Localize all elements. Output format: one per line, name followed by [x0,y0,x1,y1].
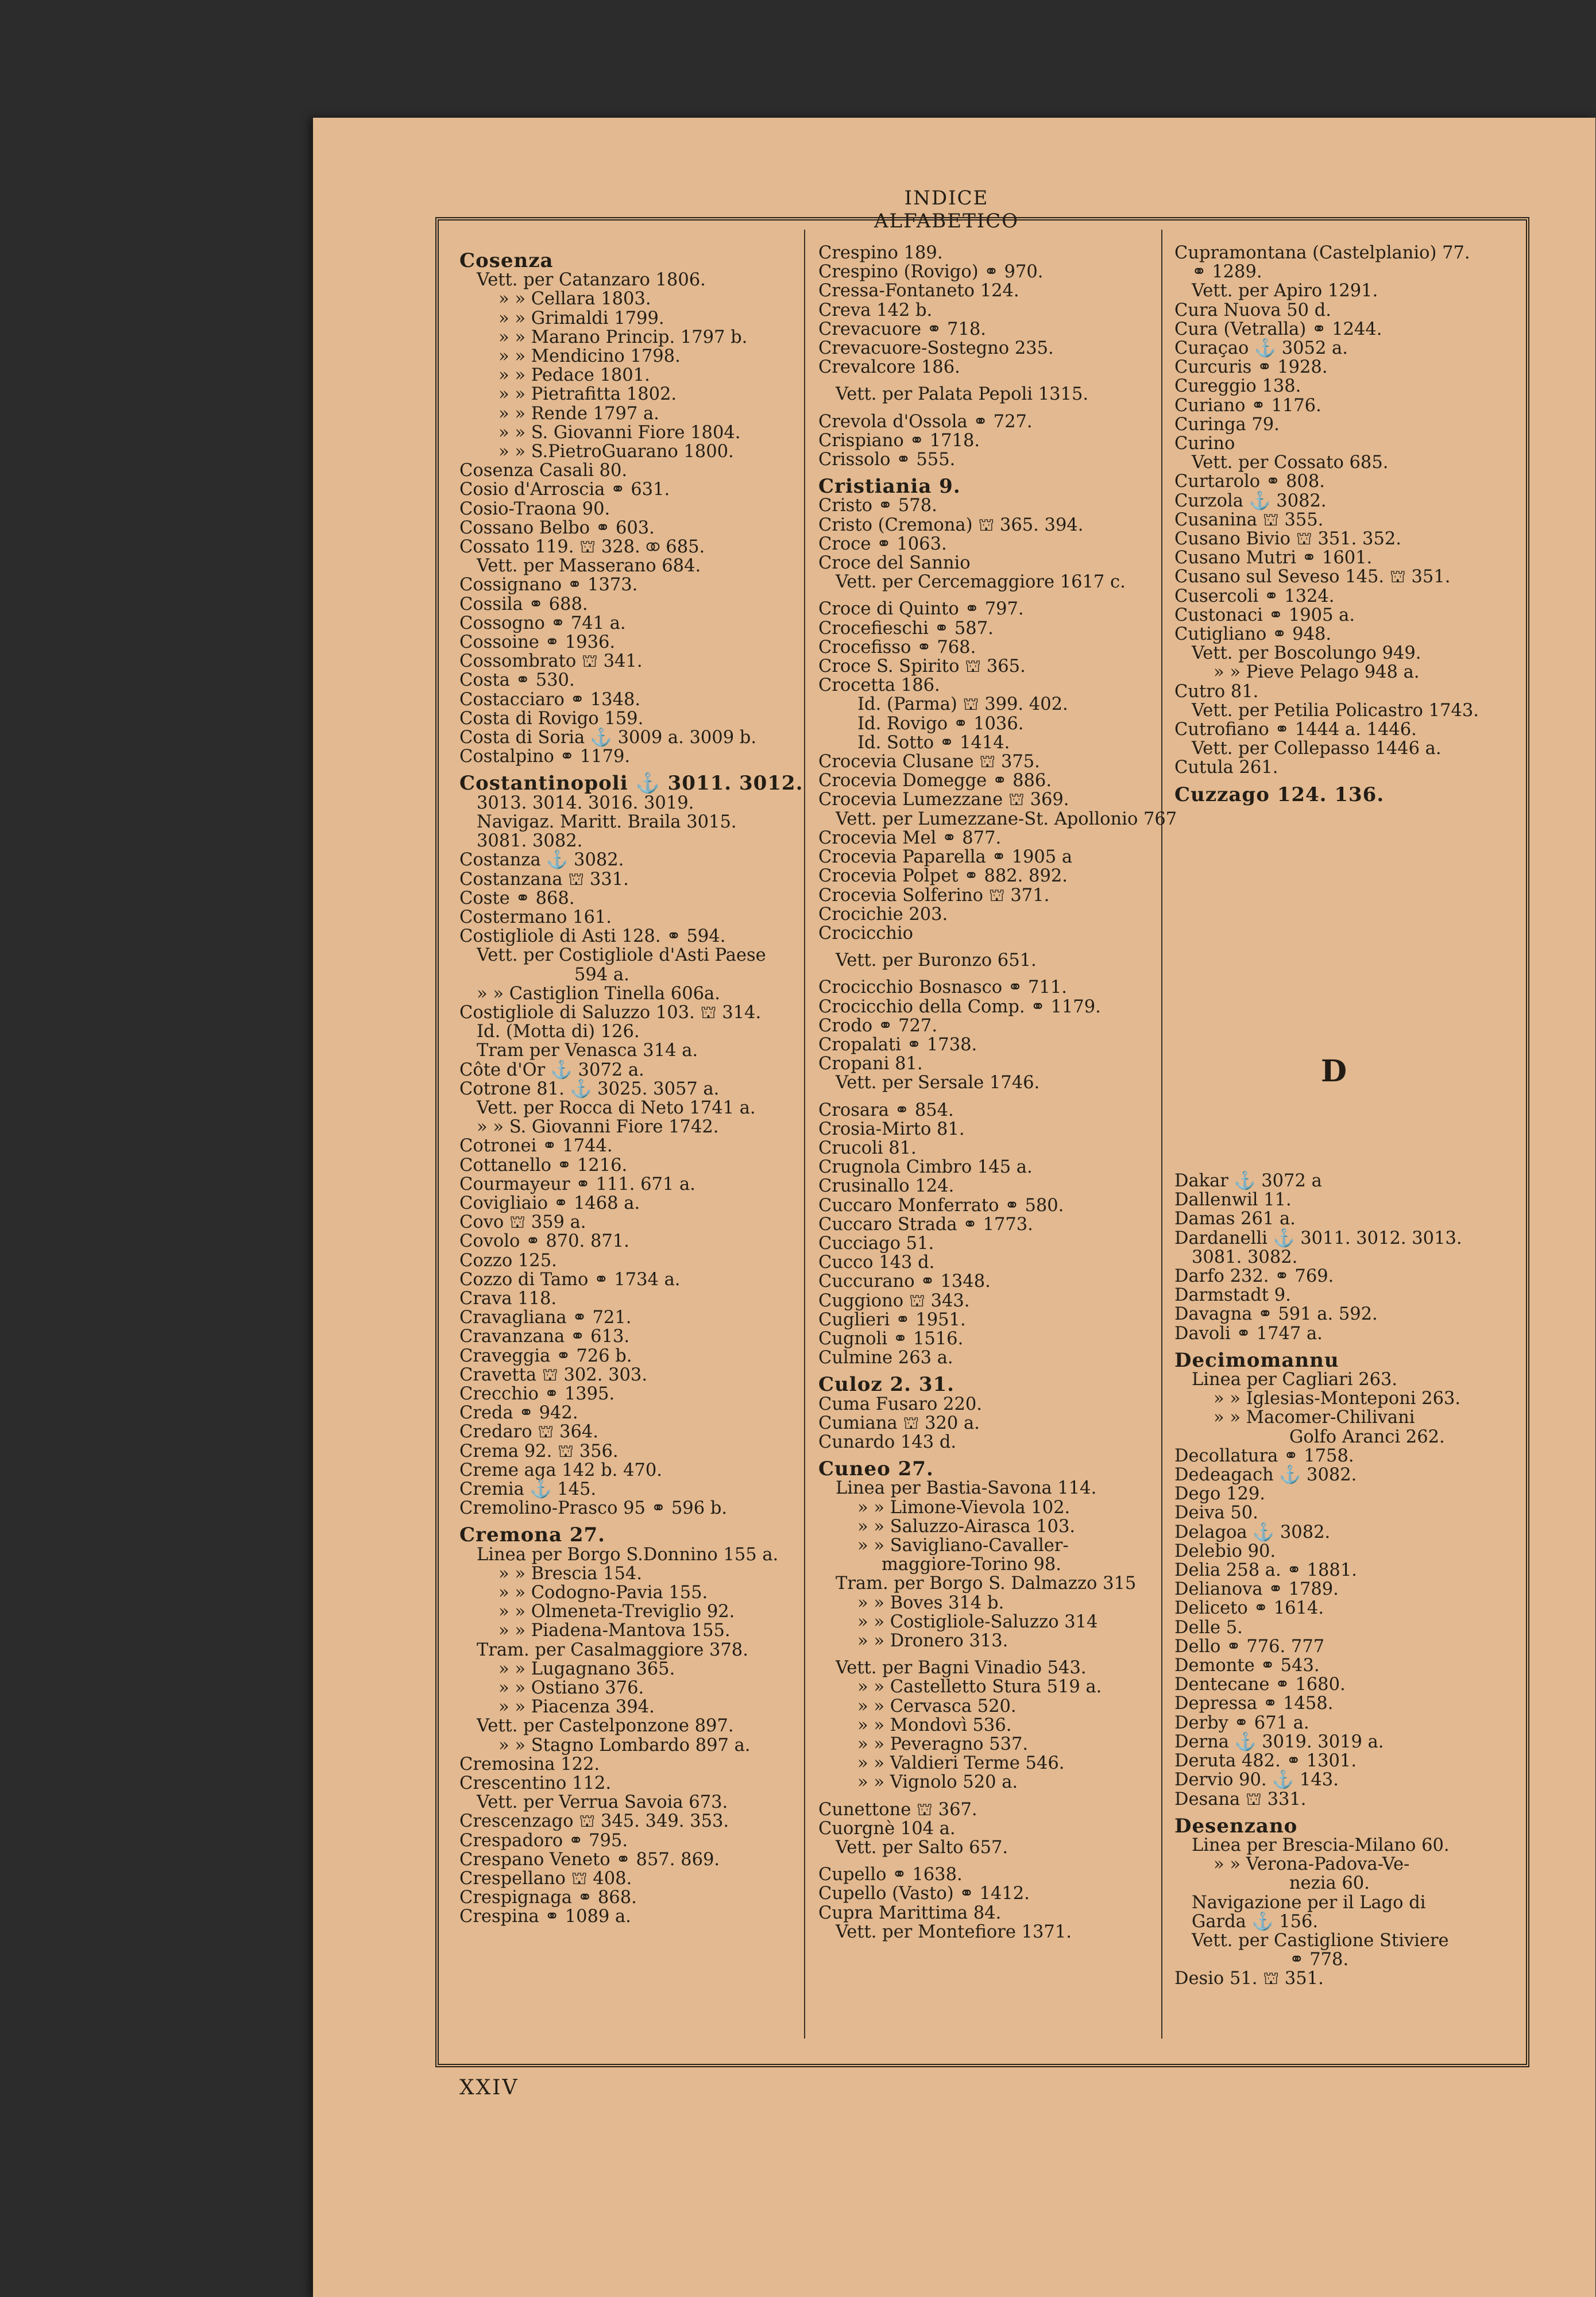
index-entry: Cressa-Fontaneto 124. [818,281,1019,301]
index-entry: Covo ⛫ 359 a. [459,1212,586,1233]
index-entry: Cosio-Traona 90. [459,498,610,519]
index-entry: Cutigliano ⚭ 948. [1174,624,1332,645]
index-entry: Cunardo 143 d. [818,1432,957,1452]
index-entry: Crescenzago ⛫ 345. 349. 353. [459,1811,729,1832]
index-entry: Delle 5. [1174,1617,1243,1638]
index-entry: Crespano Veneto ⚭ 857. 869. [459,1849,720,1870]
index-entry: Cusano Bivio ⛫ 351. 352. [1174,529,1401,550]
index-entry: Vett. per Palata Pepoli 1315. [836,384,1089,405]
index-entry: » » Saluzzo-Airasca 103. [857,1516,1076,1537]
index-entry: Crocevia Lumezzane ⛫ 369. [818,790,1069,810]
index-entry: Crevola d'Ossola ⚭ 727. [818,411,1033,432]
index-entry: Curzola ⚓ 3082. [1174,490,1327,511]
index-entry: Cugnoli ⚭ 1516. [818,1328,964,1349]
index-entry: Crusinallo 124. [818,1176,954,1197]
index-entry: maggiore-Torino 98. [882,1554,1061,1575]
index-entry: Covigliaio ⚭ 1468 a. [459,1193,640,1213]
index-entry: nezia 60. [1289,1873,1370,1894]
index-entry: Deruta 482. ⚭ 1301. [1174,1751,1357,1772]
index-entry: Crosia-Mirto 81. [818,1119,965,1139]
index-entry: Crespino (Rovigo) ⚭ 970. [818,262,1044,283]
index-entry: Cusano sul Seveso 145. ⛫ 351. [1174,567,1451,587]
index-entry: Derna ⚓ 3019. 3019 a. [1174,1731,1384,1752]
index-entry: Côte d'Or ⚓ 3072 a. [459,1059,644,1080]
index-entry: Dardanelli ⚓ 3011. 3012. 3013. [1174,1228,1462,1248]
index-entry: Cupello (Vasto) ⚭ 1412. [818,1884,1030,1904]
entry-gap [818,1093,1154,1101]
index-entry: Garda ⚓ 156. [1192,1911,1319,1932]
index-entry: Curaçao ⚓ 3052 a. [1174,338,1348,359]
index-entry: Craveggia ⚭ 726 b. [459,1345,632,1366]
index-entry: Credaro ⛫ 364. [459,1422,598,1443]
index-entry: Cupello ⚭ 1638. [818,1865,963,1885]
index-entry: Cremosina 122. [459,1754,600,1774]
index-entry: Linea per Borgo S.Donnino 155 a. [477,1544,779,1565]
index-entry: Crespina ⚭ 1089 a. [459,1907,631,1927]
index-entry: » » Valdieri Terme 546. [857,1753,1065,1774]
index-entry: Costa di Rovigo 159. [459,708,644,729]
index-entry: Cossato 119. ⛫ 328. ⚭ 685. [459,537,705,558]
index-entry: » » Olmeneta-Treviglio 92. [498,1602,735,1622]
index-entry: Cutrofiano ⚭ 1444 a. 1446. [1174,720,1417,740]
index-entry: Crocevia Paparella ⚭ 1905 a [818,847,1073,868]
index-entry: Costanza ⚓ 3082. [459,850,624,871]
index-entry: Golfo Aranci 262. [1289,1426,1445,1447]
index-entry: Cremia ⚓ 145. [459,1479,597,1499]
index-entry: Crava 118. [459,1288,557,1309]
index-entry: Vett. per Boscolungo 949. [1192,643,1421,664]
index-entry: Cuccaro Monferrato ⚭ 580. [818,1195,1064,1216]
index-entry: Deiva 50. [1174,1503,1258,1523]
index-entry: Cura (Vetralla) ⚭ 1244. [1174,319,1382,339]
index-entry: Crodo ⚭ 727. [818,1015,938,1036]
index-entry: » » Grimaldi 1799. [498,308,664,328]
index-entry: Crocevia Clusane ⛫ 375. [818,752,1040,772]
index-entry: Vett. per Castelponzone 897. [477,1716,734,1737]
index-entry: Costa ⚭ 530. [459,670,575,691]
index-entry: » » Boves 314 b. [857,1592,1004,1613]
index-entry: Vett. per Costigliole d'Asti Paese [477,945,766,966]
entry-gap [818,1857,1154,1865]
index-entry: Croce del Sannio [818,553,971,574]
index-entry: Cossombrato ⛫ 341. [459,651,643,672]
page-header-title: INDICE ALFABETICO [874,187,1019,233]
index-entry: Costigliole di Asti 128. ⚭ 594. [459,926,726,947]
index-entry: Coste ⚭ 868. [459,888,575,908]
index-entry: 3081. 3082. [477,831,583,852]
page-number: XXIV [459,2076,519,2099]
index-entry: » » Iglesias-Monteponi 263. [1214,1389,1461,1409]
index-entry: Crocefisso ⚭ 768. [818,637,976,658]
index-entry: » » Cellara 1803. [498,289,651,310]
index-entry: Crevacuore-Sostegno 235. [818,338,1054,359]
index-entry: Navigaz. Maritt. Braila 3015. [477,811,737,832]
index-entry: Id. Sotto ⚭ 1414. [857,732,1010,753]
index-entry: Creva 142 b. [818,300,933,320]
index-entry: Cupramontana (Castelplanio) 77. [1174,243,1470,263]
index-entry: Crespignaga ⚭ 868. [459,1888,637,1908]
index-entry: Crocicchio della Comp. ⚭ 1179. [818,996,1101,1017]
index-entry: Delianova ⚭ 1789. [1174,1579,1339,1600]
index-entry: Croce di Quinto ⚭ 797. [818,599,1024,620]
index-entry: Cutula 261. [1174,757,1278,778]
index-entry: Crispiano ⚭ 1718. [818,430,980,451]
index-entry: Vett. per Buronzo 651. [836,950,1037,971]
index-entry: Deliceto ⚭ 1614. [1174,1598,1324,1619]
index-column-2 [818,243,1177,1942]
index-entry: Crecchio ⚭ 1395. [459,1383,615,1404]
index-entry: Id. Rovigo ⚭ 1036. [857,713,1024,734]
entry-gap [818,404,1154,412]
index-entry: Cusanina ⛫ 355. [1174,509,1324,530]
index-entry: Linea per Cagliari 263. [1192,1370,1398,1390]
index-entry: Vett. per Collepasso 1446 a. [1192,738,1442,759]
index-entry: Cropani 81. [818,1054,923,1074]
index-entry: Crucoli 81. [818,1138,917,1158]
index-entry: Cottanello ⚭ 1216. [459,1155,628,1175]
index-entry: Cuglieri ⚭ 1951. [818,1309,966,1330]
index-entry: Dentecane ⚭ 1680. [1174,1675,1346,1695]
index-entry: Cosio d'Arroscia ⚭ 631. [459,479,670,500]
index-entry: » » Dronero 313. [857,1631,1008,1652]
index-entry: Dedeagach ⚓ 3082. [1174,1465,1357,1486]
index-entry: Costanzana ⛫ 331. [459,869,629,890]
index-entry: Cuccaro Strada ⚭ 1773. [818,1214,1033,1235]
column-divider-2 [1161,230,1162,2039]
index-entry: Crugnola Cimbro 145 a. [818,1157,1033,1178]
index-entry: » » Pedace 1801. [498,365,650,386]
index-entry: Linea per Bastia-Savona 114. [836,1478,1097,1499]
index-entry: Crocevia Mel ⚭ 877. [818,827,1002,848]
index-entry: Crespino 189. [818,243,943,263]
index-entry: » » Savigliano-Cavaller- [857,1536,1069,1556]
index-entry: Derby ⚭ 671 a. [1174,1712,1309,1733]
index-entry: Costermano 161. [459,907,612,927]
index-entry: Cuccurano ⚭ 1348. [818,1271,991,1292]
index-entry: ⚭ 1289. [1192,262,1262,283]
index-entry: Vett. per Castiglione Stiviere [1192,1930,1449,1951]
index-entry: » » Ostiano 376. [498,1678,644,1699]
index-entry: Cutro 81. [1174,681,1259,702]
index-entry: ⚭ 778. [1289,1950,1349,1970]
index-entry: Tram per Venasca 314 a. [477,1041,698,1061]
index-entry: » » Mondovì 536. [857,1715,1012,1735]
index-entry: Vett. per Bagni Vinadio 543. [836,1658,1087,1679]
index-entry: Croce S. Spirito ⛫ 365. [818,656,1026,677]
index-entry: Navigazione per il Lago di [1192,1892,1426,1913]
index-column-3-d-entries [1174,1171,1522,1989]
index-entry: Darmstadt 9. [1174,1285,1291,1306]
index-column-3-c-entries [1174,243,1522,805]
index-entry: 3013. 3014. 3016. 3019. [477,792,694,813]
index-entry: Cosenza Casali 80. [459,461,628,481]
index-entry: Curinga 79. [1174,414,1280,435]
index-heading: Costantinopoli ⚓ 3011. 3012. [459,772,803,795]
index-entry: Custonaci ⚭ 1905 a. [1174,605,1355,625]
index-entry: Tram. per Casalmaggiore 378. [477,1639,748,1660]
index-entry: Vett. per Rocca di Neto 1741 a. [477,1097,756,1118]
index-entry: » » Costigliole-Saluzzo 314 [857,1611,1098,1632]
index-entry: Curtarolo ⚭ 808. [1174,471,1325,492]
index-entry: » » Pietrafitta 1802. [498,384,677,405]
index-entry: Costacciaro ⚭ 1348. [459,689,641,710]
index-entry: Dervio 90. ⚓ 143. [1174,1770,1339,1791]
index-entry: » » Castiglion Tinella 606a. [477,983,720,1004]
index-entry: Demonte ⚭ 543. [1174,1656,1320,1676]
index-entry: Vett. per Masserano 684. [477,556,701,577]
index-entry: Cura Nuova 50 d. [1174,300,1331,320]
index-entry: Cremolino-Prasco 95 ⚭ 596 b. [459,1498,728,1519]
index-entry: Cravagliana ⚭ 721. [459,1308,632,1328]
index-entry: Croce ⚭ 1063. [818,533,947,554]
index-entry: » » Verona-Padova-Ve- [1214,1854,1410,1875]
index-entry: Vett. per Montefiore 1371. [836,1921,1072,1942]
index-entry: Delia 258 a. ⚭ 1881. [1174,1560,1357,1581]
index-entry: Courmayeur ⚭ 111. 671 a. [459,1174,695,1194]
section-letter: D [1321,1054,1347,1089]
index-entry: » » Codogno-Pavia 155. [498,1583,708,1603]
index-entry: Cotronei ⚭ 1744. [459,1136,613,1157]
index-entry: Costa di Soria ⚓ 3009 a. 3009 b. [459,728,757,748]
index-entry: Cucciago 51. [818,1233,934,1254]
index-entry: » » Mendicino 1798. [498,346,681,367]
index-entry: Vett. per Verrua Savoia 673. [477,1792,728,1813]
index-entry: Creda ⚭ 942. [459,1403,578,1424]
index-entry: Vett. per Cossato 685. [1192,453,1389,473]
index-entry: Delebio 90. [1174,1541,1276,1561]
index-heading: Decimomannu [1174,1348,1339,1372]
index-entry: » » Piadena-Mantova 155. [498,1621,731,1641]
index-entry: Desana ⛫ 331. [1174,1789,1307,1809]
index-entry: » » S. Giovanni Fiore 1742. [477,1117,719,1138]
index-entry: Crevalcore 186. [818,357,960,378]
index-entry: » » Lugagnano 365. [498,1658,675,1679]
index-entry: » » Cervasca 520. [857,1696,1017,1716]
index-entry: Dello ⚭ 776. 777 [1174,1636,1325,1657]
index-entry: » » Limone-Vievola 102. [857,1497,1071,1518]
index-entry: » » Stagno Lombardo 897 a. [498,1735,751,1755]
index-entry: Culmine 263 a. [818,1348,953,1368]
index-entry: Damas 261 a. [1174,1209,1296,1229]
index-entry: » » Vignolo 520 a. [857,1772,1018,1793]
index-entry: Crevacuore ⚭ 718. [818,319,986,339]
entry-gap [818,943,1154,951]
index-entry: Crocefieschi ⚭ 587. [818,618,994,639]
index-entry: Depressa ⚭ 1458. [1174,1693,1334,1714]
index-entry: Crocicchio [818,923,914,943]
index-entry: Dego 129. [1174,1484,1265,1505]
index-entry: Cumiana ⛫ 320 a. [818,1413,980,1433]
index-entry: Creme aga 142 b. 470. [459,1460,662,1480]
index-entry: Decollatura ⚭ 1758. [1174,1445,1354,1466]
index-entry: Crocichie 203. [818,904,948,925]
index-entry: Cusano Mutri ⚭ 1601. [1174,548,1373,569]
index-entry: Crescentino 112. [459,1773,612,1794]
index-entry: Crocicchio Bosnasco ⚭ 711. [818,977,1067,998]
index-entry: » » S. Giovanni Fiore 1804. [498,422,741,443]
index-entry: Id. (Parma) ⛫ 399. 402. [857,694,1068,715]
index-entry: Cuggiono ⛫ 343. [818,1290,970,1311]
index-heading: Culoz 2. 31. [818,1373,955,1397]
index-entry: » » Castelletto Stura 519 a. [857,1677,1102,1697]
index-entry: Cossoine ⚭ 1936. [459,632,616,653]
index-entry: Cureggio 138. [1174,376,1301,397]
index-entry: Dallenwil 11. [1174,1190,1292,1211]
index-entry: Cristo (Cremona) ⛫ 365. 394. [818,515,1084,535]
index-entry: Vett. per Lumezzane-St. Apollonio 767 [836,809,1177,829]
index-entry: Vett. per Catanzaro 1806. [477,270,706,291]
index-entry: Crespellano ⛫ 408. [459,1869,632,1889]
index-entry: Cupra Marittima 84. [818,1902,1002,1923]
index-entry: Costalpino ⚭ 1179. [459,747,631,767]
index-entry: Curcuris ⚭ 1928. [1174,357,1328,378]
entry-gap [818,970,1154,978]
index-entry: Cossignano ⚭ 1373. [459,575,638,595]
column-divider-1 [804,230,805,2039]
index-entry: Vett. per Apiro 1291. [1192,281,1378,301]
index-heading: Desenzano [1174,1814,1298,1838]
index-entry: » » Rende 1797 a. [498,403,659,424]
index-entry: » » Peveragno 537. [857,1734,1029,1755]
index-entry: Linea per Brescia-Milano 60. [1192,1835,1450,1855]
index-heading: Cristiania 9. [818,475,961,498]
index-entry: Cuma Fusaro 220. [818,1394,982,1414]
index-entry: 594 a. [574,964,629,985]
index-entry: Curino [1174,434,1235,454]
index-entry: Cozzo 125. [459,1250,557,1271]
index-heading: Cuzzago 124. 136. [1174,783,1385,806]
index-entry: Desio 51. ⛫ 351. [1174,1969,1324,1989]
index-entry: » » Macomer-Chilivani [1214,1407,1415,1428]
index-entry: » » S.PietroGuarano 1800. [498,442,734,462]
index-entry: Cuorgnè 104 a. [818,1818,956,1839]
index-entry: Covolo ⚭ 870. 871. [459,1231,629,1252]
index-entry: Cravetta ⛫ 302. 303. [459,1364,648,1385]
index-entry: Vett. per Sersale 1746. [836,1073,1040,1093]
index-entry: Crosara ⚭ 854. [818,1100,954,1120]
index-entry: 3081. 3082. [1192,1247,1298,1267]
index-entry: Cropalati ⚭ 1738. [818,1034,977,1055]
index-entry: Cusercoli ⚭ 1324. [1174,586,1335,606]
index-entry: Id. (Motta di) 126. [477,1022,640,1042]
index-entry: Cossano Belbo ⚭ 603. [459,517,655,538]
index-heading: Cuneo 27. [818,1457,934,1481]
index-entry: Crespadoro ⚭ 795. [459,1830,628,1851]
index-entry: Cravanzana ⚭ 613. [459,1327,630,1347]
index-entry: Cotrone 81. ⚓ 3025. 3057 a. [459,1078,720,1099]
index-entry: » » Brescia 154. [498,1563,643,1584]
index-entry: Cossila ⚭ 688. [459,594,588,614]
entry-gap [818,1792,1154,1800]
entry-gap [818,377,1154,385]
index-entry: Crissolo ⚭ 555. [818,450,956,470]
index-entry: » » Piacenza 394. [498,1697,655,1718]
index-entry: » » Marano Princip. 1797 b. [498,327,748,347]
index-entry: Crocevia Polpet ⚭ 882. 892. [818,866,1068,887]
index-entry: Cunettone ⛫ 367. [818,1799,977,1820]
index-heading: Cosenza [459,249,554,272]
index-column-3 [1174,243,1522,805]
entry-gap [818,1650,1154,1658]
index-entry: Dakar ⚓ 3072 a [1174,1171,1322,1191]
index-entry: Darfo 232. ⚭ 769. [1174,1266,1334,1287]
index-entry: Curiano ⚭ 1176. [1174,395,1321,416]
index-entry: Crocetta 186. [818,675,940,696]
index-column-1 [459,243,803,1927]
index-entry: Davagna ⚭ 591 a. 592. [1174,1304,1378,1325]
index-entry: Vett. per Salto 657. [836,1838,1008,1858]
index-entry: Costigliole di Saluzzo 103. ⛫ 314. [459,1002,762,1023]
index-entry: Cossogno ⚭ 741 a. [459,613,626,633]
index-entry: Crocevia Solferino ⛫ 371. [818,885,1050,906]
index-entry: Delagoa ⚓ 3082. [1174,1522,1331,1542]
index-entry: Tram. per Borgo S. Dalmazzo 315 [836,1573,1137,1594]
index-entry: Vett. per Petilia Policastro 1743. [1192,700,1479,721]
index-entry: Cucco 143 d. [818,1252,935,1273]
index-entry: Cristo ⚭ 578. [818,496,937,516]
index-heading: Cremona 27. [459,1523,605,1547]
index-entry: Crocevia Domegge ⚭ 886. [818,771,1052,791]
index-entry: Davoli ⚭ 1747 a. [1174,1323,1323,1344]
index-entry: » » Pieve Pelago 948 a. [1214,662,1420,683]
entry-gap [818,591,1154,600]
index-entry: Vett. per Cercemaggiore 1617 c. [836,572,1126,593]
index-entry: Crema 92. ⛫ 356. [459,1441,619,1461]
index-entry: Cozzo di Tamo ⚭ 1734 a. [459,1269,681,1290]
